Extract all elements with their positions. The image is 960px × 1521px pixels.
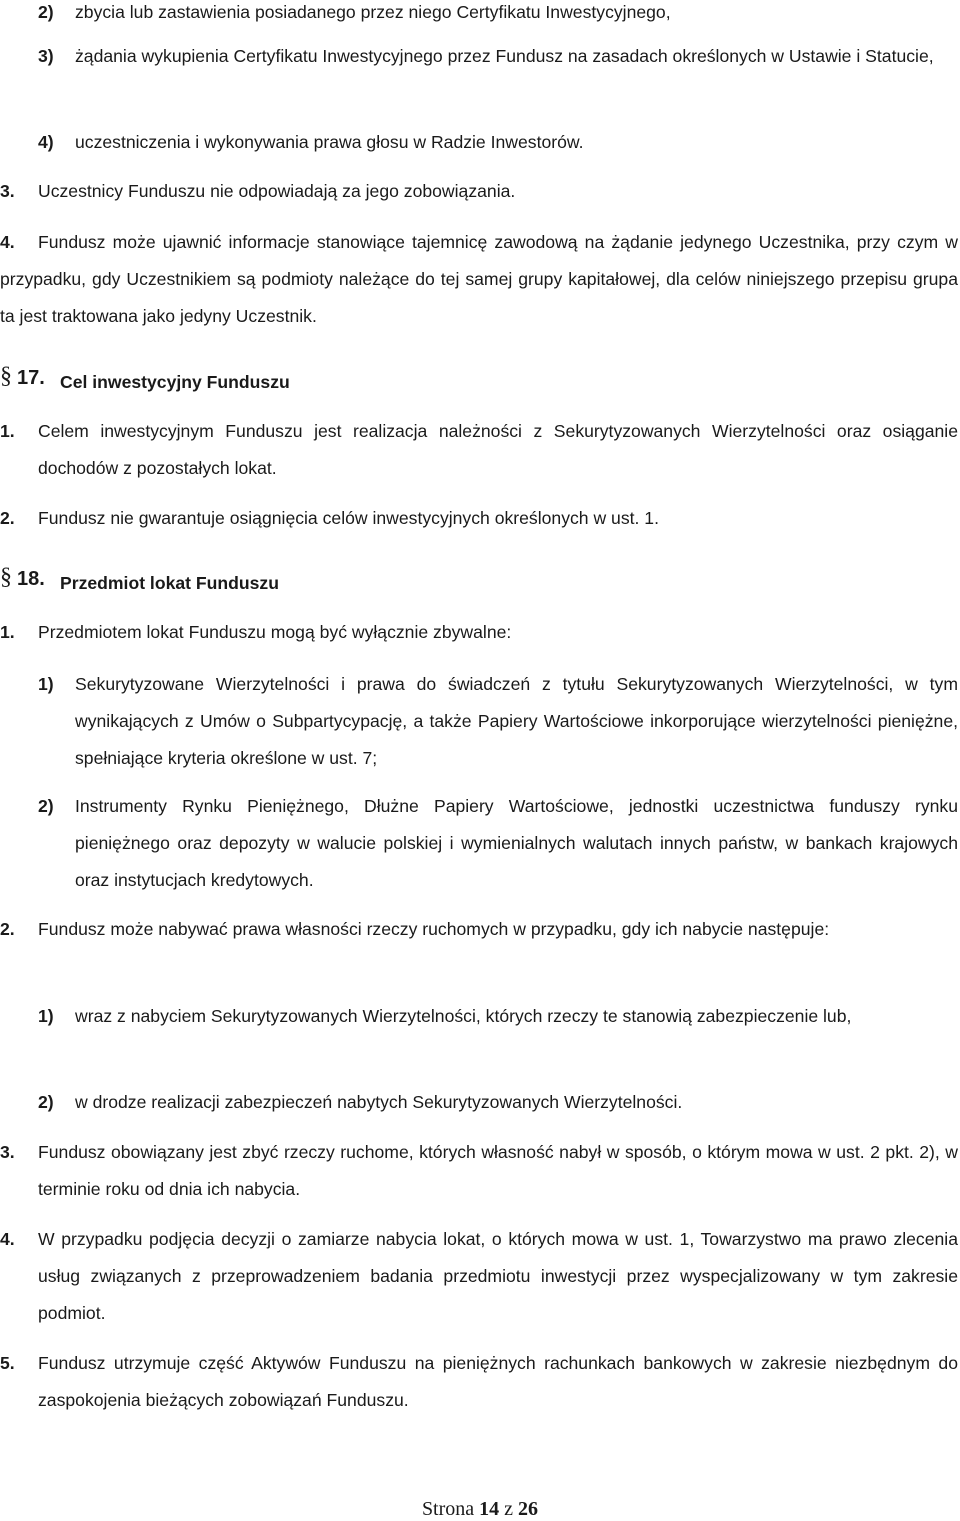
section-title: Przedmiot lokat Funduszu	[60, 573, 279, 593]
section-sign: §	[0, 564, 12, 590]
paragraph-text: W przypadku podjęcia decyzji o zamiarze nabycia lokat, o których mowa w ust. 1, Towarzystwo ma prawo zlecenia usług związanych z przeprowadzeniem badania przedmiotu inwestycji przez wyspecjalizowany w tym zakresie podmiot.	[38, 1229, 958, 1323]
list-item-text: zbycia lub zastawienia posiadanego przez niego Certyfikatu Inwestycyjnego,	[75, 2, 671, 22]
paragraph-text: Fundusz może nabywać prawa własności rzeczy ruchomych w przypadku, gdy ich nabycie następuje:	[38, 919, 830, 939]
list-item-number: 3)	[38, 46, 54, 66]
section-sign: §	[0, 363, 12, 389]
list-item	[38, 124, 958, 161]
paragraph	[0, 1345, 958, 1419]
list-item	[38, 788, 958, 899]
list-item-number: 2)	[38, 1092, 54, 1112]
paragraph	[0, 224, 958, 335]
section-number: 18.	[17, 568, 45, 590]
paragraph-text: Przedmiotem lokat Funduszu mogą być wyłącznie zbywalne:	[38, 622, 512, 642]
list-item	[38, 666, 958, 777]
list-item-number: 2)	[38, 796, 54, 816]
paragraph-number: 3.	[0, 181, 15, 201]
paragraph-number: 3.	[0, 1142, 15, 1162]
footer-separator: z	[504, 1498, 514, 1520]
list-item-number: 1)	[38, 1006, 54, 1026]
paragraph-number: 2.	[0, 508, 15, 528]
list-item-text: w drodze realizacji zabezpieczeń nabytych Sekurytyzowanych Wierzytelności.	[75, 1092, 683, 1112]
paragraph-text: Celem inwestycyjnym Funduszu jest realizacja należności z Sekurytyzowanych Wierzytelności oraz osiąganie dochodów z pozostałych lokat.	[38, 421, 958, 478]
footer-total-pages: 26	[518, 1498, 539, 1520]
paragraph-text: Fundusz nie gwarantuje osiągnięcia celów inwestycyjnych określonych w ust. 1.	[38, 508, 659, 528]
paragraph-text: Fundusz może ujawnić informacje stanowiące tajemnicę zawodową na żądanie jedynego Uczestnika, przy czym w przypadku, gdy Uczestnikiem są podmioty należące do tej samej grupy kapitałowej, dla celów niniejszego przepisu grupa ta jest traktowana jako jedyny Uczestnik.	[0, 232, 958, 326]
paragraph-number: 1.	[0, 622, 15, 642]
paragraph-text: Uczestnicy Funduszu nie odpowiadają za jego zobowiązania.	[38, 181, 516, 201]
paragraph	[0, 911, 958, 985]
footer-prefix: Strona	[421, 1498, 475, 1520]
page-footer	[0, 1497, 960, 1521]
paragraph	[0, 500, 958, 537]
section-heading	[0, 563, 500, 593]
section-title: Cel inwestycyjny Funduszu	[60, 372, 290, 392]
paragraph-number: 2.	[0, 919, 15, 939]
paragraph	[0, 1221, 958, 1332]
paragraph	[0, 413, 958, 487]
paragraph-number: 4.	[0, 232, 15, 252]
section-heading	[0, 362, 500, 392]
paragraph	[0, 173, 958, 210]
list-item	[38, 38, 958, 112]
list-item-text: uczestniczenia i wykonywania prawa głosu w Radzie Inwestorów.	[75, 132, 584, 152]
list-item-number: 1)	[38, 674, 54, 694]
list-item-text: wraz z nabyciem Sekurytyzowanych Wierzytelności, których rzeczy te stanowią zabezpieczenie lub,	[75, 1006, 852, 1026]
section-number: 17.	[17, 367, 45, 389]
paragraph-text: Fundusz obowiązany jest zbyć rzeczy ruchome, których własność nabył w sposób, o którym mowa w ust. 2 pkt. 2), w terminie roku od dnia ich nabycia.	[38, 1142, 958, 1199]
paragraph-number: 5.	[0, 1353, 15, 1373]
paragraph	[0, 614, 958, 651]
list-item-text: Instrumenty Rynku Pieniężnego, Dłużne Papiery Wartościowe, jednostki uczestnictwa funduszy rynku pieniężnego oraz depozyty w walucie polskiej i wymienialnych walutach innych państw, w bankach krajowych oraz instytucjach kredytowych.	[75, 796, 958, 890]
list-item	[38, 0, 958, 31]
list-item-text: Sekurytyzowane Wierzytelności i prawa do świadczeń z tytułu Sekurytyzowanych Wierzytelności, w tym wynikających z Umów o Subpartycypację, a także Papiery Wartościowe inkorporujące wierzytelności pieniężne, spełniające kryteria określone w ust. 7;	[75, 674, 958, 768]
list-item-text: żądania wykupienia Certyfikatu Inwestycyjnego przez Fundusz na zasadach określonych w Ustawie i Statucie,	[75, 46, 934, 66]
paragraph	[0, 1134, 958, 1208]
paragraph-number: 4.	[0, 1229, 15, 1249]
list-item-number: 2)	[38, 2, 54, 22]
paragraph-number: 1.	[0, 421, 15, 441]
list-item	[38, 1084, 958, 1121]
list-item	[38, 998, 958, 1072]
list-item-number: 4)	[38, 132, 54, 152]
paragraph-text: Fundusz utrzymuje część Aktywów Funduszu na pieniężnych rachunkach bankowych w zakresie niezbędnym do zaspokojenia bieżących zobowiązań Funduszu.	[38, 1353, 958, 1410]
footer-page-number: 14	[479, 1498, 500, 1520]
